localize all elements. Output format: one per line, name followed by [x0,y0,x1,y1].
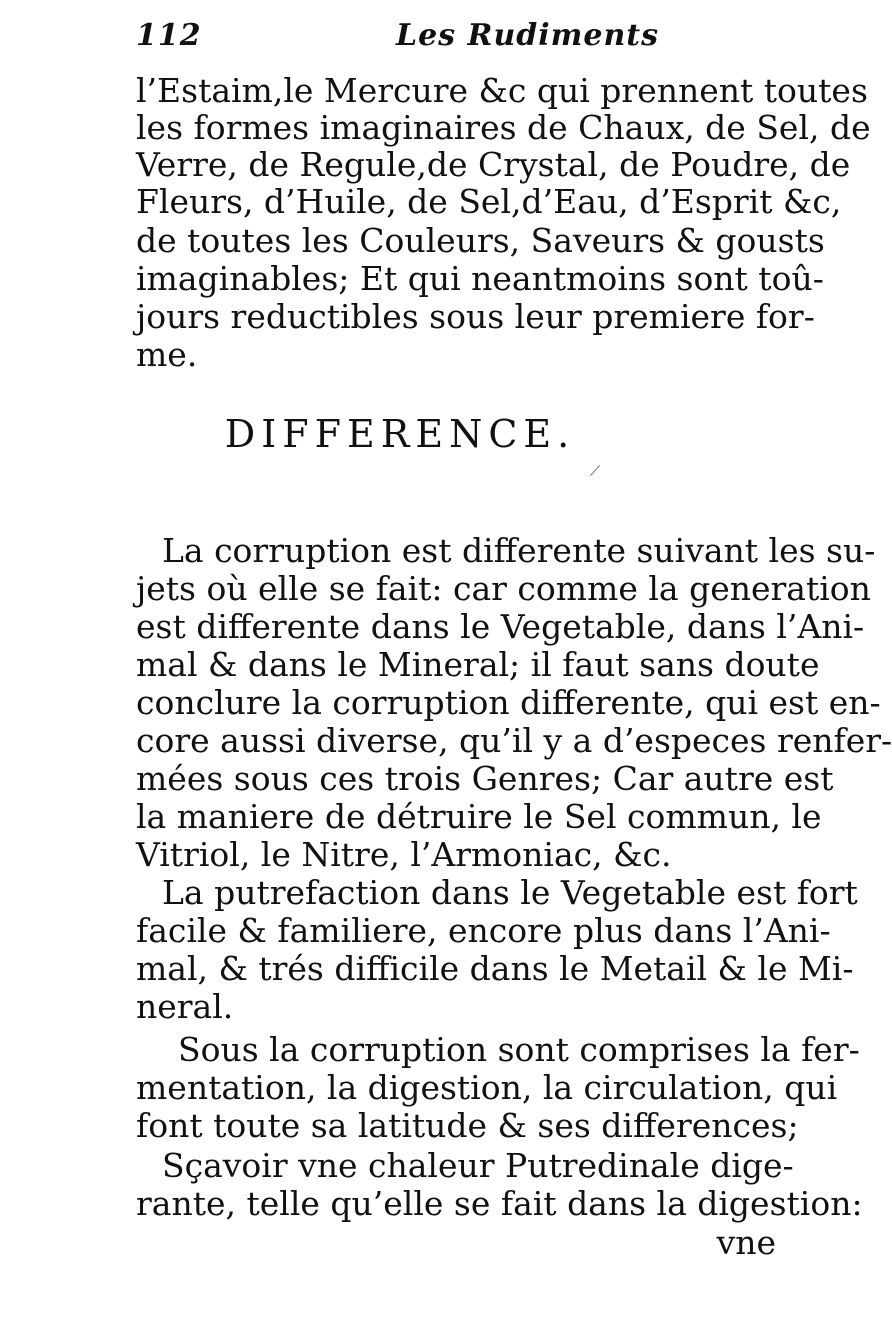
text-line: core aussi diverse, qu’il y a d’especes renfer- [136,721,892,760]
text-line: mal, & trés difficile dans le Metail & le Mi- [136,949,854,988]
text-line: les formes imaginaires de Chaux, de Sel, de [136,108,871,147]
text-line: La putrefaction dans le Vegetable est fort [162,873,858,912]
catchword: vne [716,1223,776,1262]
text-line: de toutes les Couleurs, Saveurs & gousts [136,221,825,260]
ink-mark [590,465,600,476]
text-line: mées sous ces trois Genres; Car autre est [136,759,834,798]
text-line: Sçavoir vne chaleur Putredinale dige- [162,1146,794,1185]
text-line: jours reductibles sous leur premiere for- [136,297,815,336]
text-line: Sous la corruption sont comprises la fer- [178,1030,860,1069]
text-line: mentation, la digestion, la circulation, qui [136,1068,838,1107]
text-line: Verre, de Regule,de Crystal, de Poudre, de [136,145,851,184]
text-line: jets où elle se fait: car comme la generation [136,569,871,608]
text-line: la maniere de détruire le Sel commun, le [136,797,822,836]
section-heading: DIFFERENCE. [224,412,576,456]
page-number: 112 [136,18,202,53]
text-line: rante, telle qu’elle se fait dans la digestion: [136,1184,863,1223]
text-line: est differente dans le Vegetable, dans l’Ani- [136,607,865,646]
running-title: Les Rudiments [396,18,660,53]
text-line: me. [136,335,198,374]
page-header [136,14,776,62]
text-line: Fleurs, d’Huile, de Sel,d’Eau, d’Esprit &c, [136,182,842,221]
text-line: La corruption est differente suivant les su- [162,531,876,570]
text-line: facile & familiere, encore plus dans l’Ani- [136,911,831,950]
text-line: font toute sa latitude & ses differences; [136,1106,799,1145]
text-line: l’Estaim,le Mercure &c qui prennent toutes [136,71,868,110]
text-line: neral. [136,987,234,1026]
text-line: conclure la corruption differente, qui est en- [136,683,881,722]
text-line: mal & dans le Mineral; il faut sans doute [136,645,820,684]
text-line: Vitriol, le Nitre, l’Armoniac, &c. [136,835,672,874]
text-line: imaginables; Et qui neantmoins sont toû- [136,259,824,298]
